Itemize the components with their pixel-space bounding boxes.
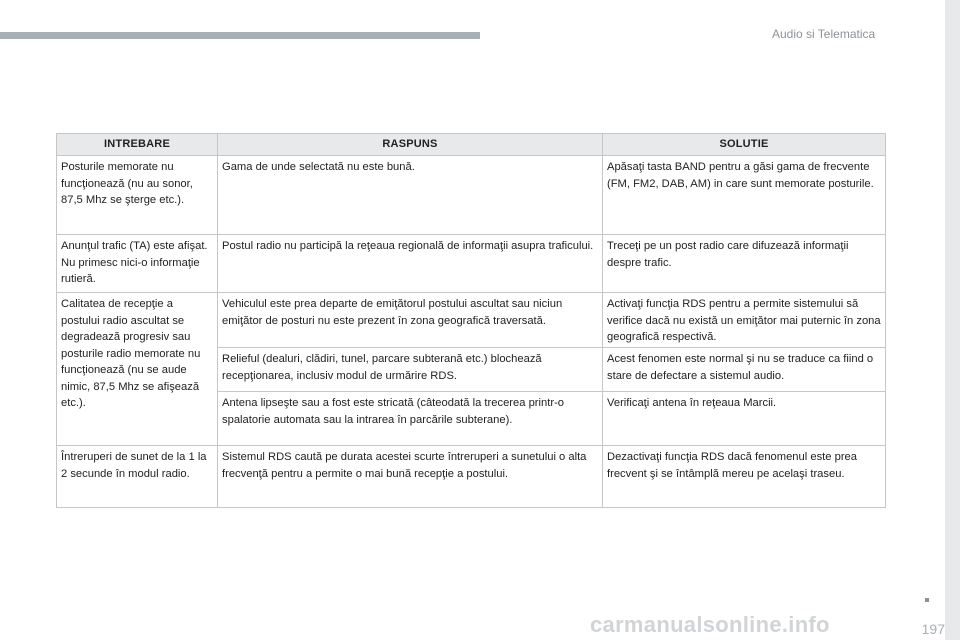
page-marker (925, 598, 929, 602)
solution-cell: Apăsaţi tasta BAND pentru a găsi gama de frecvente (FM, FM2, DAB, AM) in care sunt memorate posturile. (603, 156, 886, 235)
answer-cell: Sistemul RDS caută pe durata acestei scurte întreruperi a sunetului o alta frecvenţă pentru a permite o mai bună recepţie a postului. (218, 446, 603, 508)
table-row (57, 156, 886, 235)
section-title: Audio si Telematica (772, 27, 876, 41)
answer-cell: Gama de unde selectată nu este bună. (218, 156, 603, 235)
watermark: carmanualsonline.info (590, 612, 830, 637)
table-row (57, 293, 886, 348)
question-cell: Calitatea de recepţie a postului radio ascultat se degradează progresiv sau posturile radio memorate nu funcţionează (nu se aude nimic, 87,5 Mhz se afişează etc.). (57, 293, 218, 446)
page-number: 197 (921, 621, 945, 637)
table-header-row (57, 134, 886, 156)
page-edge-band (945, 0, 960, 640)
column-header-answer: RASPUNS (218, 134, 603, 156)
question-cell: Posturile memorate nu funcţionează (nu au sonor, 87,5 Mhz se şterge etc.). (57, 156, 218, 235)
table-row (57, 235, 886, 293)
column-header-solution: SOLUTIE (603, 134, 886, 156)
answer-cell: Postul radio nu participă la reţeaua regională de informaţii asupra traficului. (218, 235, 603, 293)
solution-cell: Acest fenomen este normal şi nu se traduce ca fiind o stare de defectare a sistemul audio. (603, 348, 886, 392)
answer-cell: Vehiculul este prea departe de emiţătorul postului ascultat sau niciun emiţător de posturi nu este prezent în zona geografică traversată. (218, 293, 603, 348)
troubleshooting-table (56, 133, 886, 508)
solution-cell: Activaţi funcţia RDS pentru a permite sistemului să verifice dacă nu există un emiţător mai puternic în zona geografică respectivă. (603, 293, 886, 348)
table-row (57, 446, 886, 508)
answer-cell: Relieful (dealuri, clădiri, tunel, parcare subterană etc.) blochează recepţionarea, inclusiv modul de urmărire RDS. (218, 348, 603, 392)
header-bar (0, 32, 480, 39)
question-cell: Întreruperi de sunet de la 1 la 2 secunde în modul radio. (57, 446, 218, 508)
answer-cell: Antena lipseşte sau a fost este stricată (câteodată la trecerea printr-o spalatorie automata sau la intrarea în parcările subterane). (218, 392, 603, 446)
column-header-question: INTREBARE (57, 134, 218, 156)
solution-cell: Dezactivaţi funcţia RDS dacă fenomenul este prea frecvent şi se întâmplă mereu pe acelaşi traseu. (603, 446, 886, 508)
solution-cell: Treceţi pe un post radio care difuzează informaţii despre trafic. (603, 235, 886, 293)
solution-cell: Verificaţi antena în reţeaua Marcii. (603, 392, 886, 446)
question-cell: Anunţul trafic (TA) este afişat. Nu primesc nici-o informaţie rutieră. (57, 235, 218, 293)
